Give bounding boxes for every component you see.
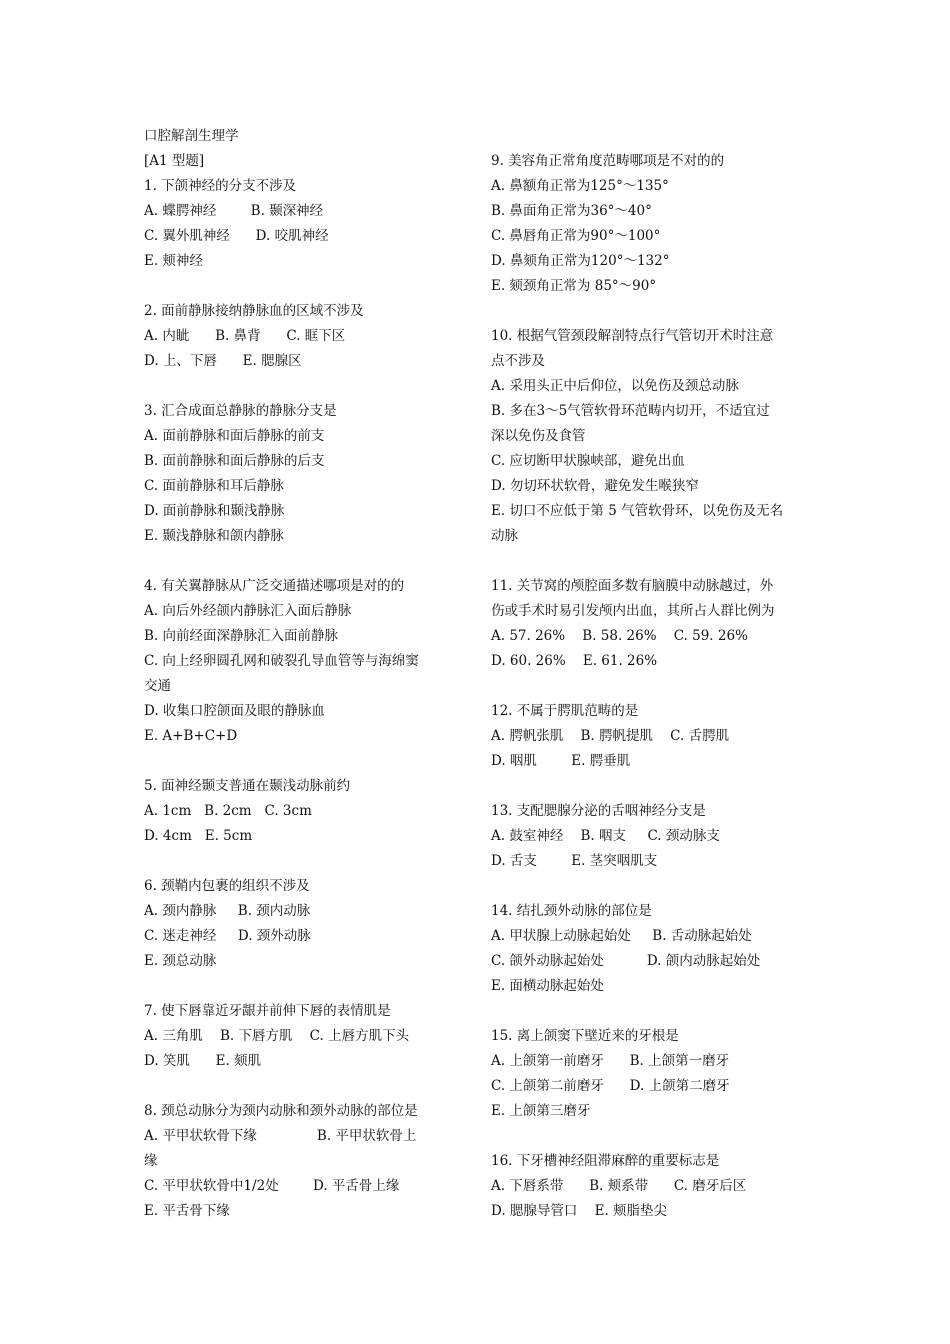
- left-text-line: D. 面前静脉和颞浅静脉: [144, 503, 285, 519]
- right-text-line: C. 颌外动脉起始处 D. 颌内动脉起始处: [491, 953, 761, 969]
- left-text-line: E. 颞浅静脉和颌内静脉: [144, 528, 284, 544]
- left-text-line: A. 内眦 B. 鼻背 C. 眶下区: [144, 328, 346, 344]
- right-text-line: E. 面横动脉起始处: [491, 978, 604, 994]
- right-text-line: 14. 结扎颈外动脉的部位是: [491, 903, 652, 919]
- right-text-line: C. 上颌第二前磨牙 D. 上颌第二磨牙: [491, 1078, 730, 1094]
- left-text-line: E. 平舌骨下缘: [144, 1203, 230, 1219]
- right-text-line: A. 上颌第一前磨牙 B. 上颌第一磨牙: [491, 1053, 730, 1069]
- right-text-line: D. 咽肌 E. 腭垂肌: [491, 753, 631, 769]
- right-blank-line: [491, 1124, 821, 1149]
- right-text-line: C. 鼻唇角正常为90°～100°: [491, 228, 661, 244]
- left-text-line: A. 1cm B. 2cm C. 3cm: [144, 803, 312, 819]
- right-text-line: 伤或手术时易引发颅内出血，其所占人群比例为: [491, 603, 775, 619]
- right-text-line: 深以免伤及食管: [491, 428, 586, 444]
- right-text-line: 10. 根据气管颈段解剖特点行气管切开术时注意: [491, 328, 774, 344]
- right-text-line: A. 下唇系带 B. 颊系带 C. 磨牙后区: [491, 1178, 747, 1194]
- right-text-line: B. 多在3～5气管软骨环范畴内切开，不适宜过: [491, 403, 770, 419]
- left-text-line: D. 笑肌 E. 颏肌: [144, 1053, 262, 1069]
- right-text-line: A. 采用头正中后仰位，以免伤及颈总动脉: [491, 378, 739, 394]
- left-text-line: 口腔解剖生理学: [144, 128, 239, 144]
- right-text-line: A. 鼻额角正常为125°～135°: [491, 178, 669, 194]
- left-text-line: D. 上、下唇 E. 腮腺区: [144, 353, 302, 369]
- right-text-line: D. 鼻颏角正常为120°～132°: [491, 253, 670, 269]
- right-blank-line: [491, 299, 821, 324]
- left-blank-line: [144, 849, 462, 874]
- left-text-line: 6. 颈鞘内包裹的组织不涉及: [144, 878, 310, 894]
- right-blank-line: [491, 549, 821, 574]
- left-text-line: C. 平甲状软骨中1/2处 D. 平舌骨上缘: [144, 1178, 400, 1194]
- left-text-line: C. 翼外肌神经 D. 咬肌神经: [144, 228, 329, 244]
- left-text-line: [A1 型题]: [144, 153, 205, 169]
- left-text-line: 2. 面前静脉接纳静脉血的区域不涉及: [144, 303, 364, 319]
- left-blank-line: [144, 274, 462, 299]
- right-text-line: C. 应切断甲状腺峡部，避免出血: [491, 453, 685, 469]
- right-text-line: 点不涉及: [491, 353, 545, 369]
- right-text-line: E. 颏颈角正常为 85°～90°: [491, 278, 657, 294]
- left-blank-line: [144, 974, 462, 999]
- left-blank-line: [144, 549, 462, 574]
- left-text-line: A. 向后外经颌内静脉汇入面后静脉: [144, 603, 352, 619]
- left-text-line: 8. 颈总动脉分为颈内动脉和颈外动脉的部位是: [144, 1103, 418, 1119]
- right-column: [491, 124, 821, 1224]
- right-text-line: A. 鼓室神经 B. 咽支 C. 颈动脉支: [491, 828, 720, 844]
- right-blank-line: [491, 774, 821, 799]
- left-text-line: A. 三角肌 B. 下唇方肌 C. 上唇方肌下头: [144, 1028, 410, 1044]
- left-text-line: C. 迷走神经 D. 颈外动脉: [144, 928, 311, 944]
- right-text-line: A. 腭帆张肌 B. 腭帆提肌 C. 舌腭肌: [491, 728, 730, 744]
- left-text-line: C. 面前静脉和耳后静脉: [144, 478, 284, 494]
- left-text-line: C. 向上经卵圆孔网和破裂孔导血管等与海绵窦: [144, 653, 419, 669]
- left-blank-line: [144, 749, 462, 774]
- left-text-line: A. 面前静脉和面后静脉的前支: [144, 428, 325, 444]
- left-text-line: 7. 使下唇靠近牙龈并前伸下唇的表情肌是: [144, 1003, 391, 1019]
- right-blank-line: [491, 674, 821, 699]
- left-text-line: 3. 汇合成面总静脉的静脉分支是: [144, 403, 337, 419]
- left-text-line: E. A+B+C+D: [144, 728, 238, 744]
- right-text-line: B. 鼻面角正常为36°～40°: [491, 203, 652, 219]
- right-text-line: D. 60. 26% E. 61. 26%: [491, 653, 658, 669]
- right-text-line: D. 腮腺导管口 E. 颊脂垫尖: [491, 1203, 668, 1219]
- left-text-line: D. 收集口腔颌面及眼的静脉血: [144, 703, 325, 719]
- left-text-line: A. 蝶腭神经 B. 颞深神经: [144, 203, 324, 219]
- left-text-line: D. 4cm E. 5cm: [144, 828, 253, 844]
- right-text-line: A. 甲状腺上动脉起始处 B. 舌动脉起始处: [491, 928, 752, 944]
- right-text-line: E. 上颌第三磨牙: [491, 1103, 591, 1119]
- right-text-line: 12. 不属于腭肌范畴的是: [491, 703, 639, 719]
- left-text-line: B. 向前经面深静脉汇入面前静脉: [144, 628, 339, 644]
- right-blank-line: [491, 124, 821, 149]
- right-text-line: D. 舌支 E. 茎突咽肌支: [491, 853, 658, 869]
- left-text-line: A. 颈内静脉 B. 颈内动脉: [144, 903, 311, 919]
- right-text-line: E. 切口不应低于第 5 气管软骨环，以免伤及无名: [491, 503, 784, 519]
- right-text-line: 9. 美容角正常角度范畴哪项是不对的的: [491, 153, 725, 169]
- left-text-line: B. 面前静脉和面后静脉的后支: [144, 453, 325, 469]
- left-text-line: A. 平甲状软骨下缘 B. 平甲状软骨上: [144, 1128, 417, 1144]
- left-text-line: 4. 有关翼静脉从广泛交通描述哪项是对的的: [144, 578, 405, 594]
- right-text-line: 11. 关节窝的颅腔面多数有脑膜中动脉越过，外: [491, 578, 774, 594]
- left-blank-line: [144, 1074, 462, 1099]
- right-text-line: D. 勿切环状软骨，避免发生喉狭窄: [491, 478, 699, 494]
- right-text-line: 15. 离上颌窦下壁近来的牙根是: [491, 1028, 679, 1044]
- right-text-line: A. 57. 26% B. 58. 26% C. 59. 26%: [491, 628, 748, 644]
- left-text-line: E. 颈总动脉: [144, 953, 217, 969]
- left-text-line: 交通: [144, 678, 171, 694]
- left-text-line: 1. 下颌神经的分支不涉及: [144, 178, 297, 194]
- right-blank-line: [491, 874, 821, 899]
- left-text-line: 缘: [144, 1153, 158, 1169]
- left-column: [144, 124, 462, 1224]
- right-blank-line: [491, 999, 821, 1024]
- right-text-line: 动脉: [491, 528, 518, 544]
- right-text-line: 13. 支配腮腺分泌的舌咽神经分支是: [491, 803, 706, 819]
- left-text-line: E. 颊神经: [144, 253, 203, 269]
- left-blank-line: [144, 374, 462, 399]
- left-text-line: 5. 面神经颞支普通在颞浅动脉前约: [144, 778, 351, 794]
- right-text-line: 16. 下牙槽神经阻滞麻醉的重要标志是: [491, 1153, 720, 1169]
